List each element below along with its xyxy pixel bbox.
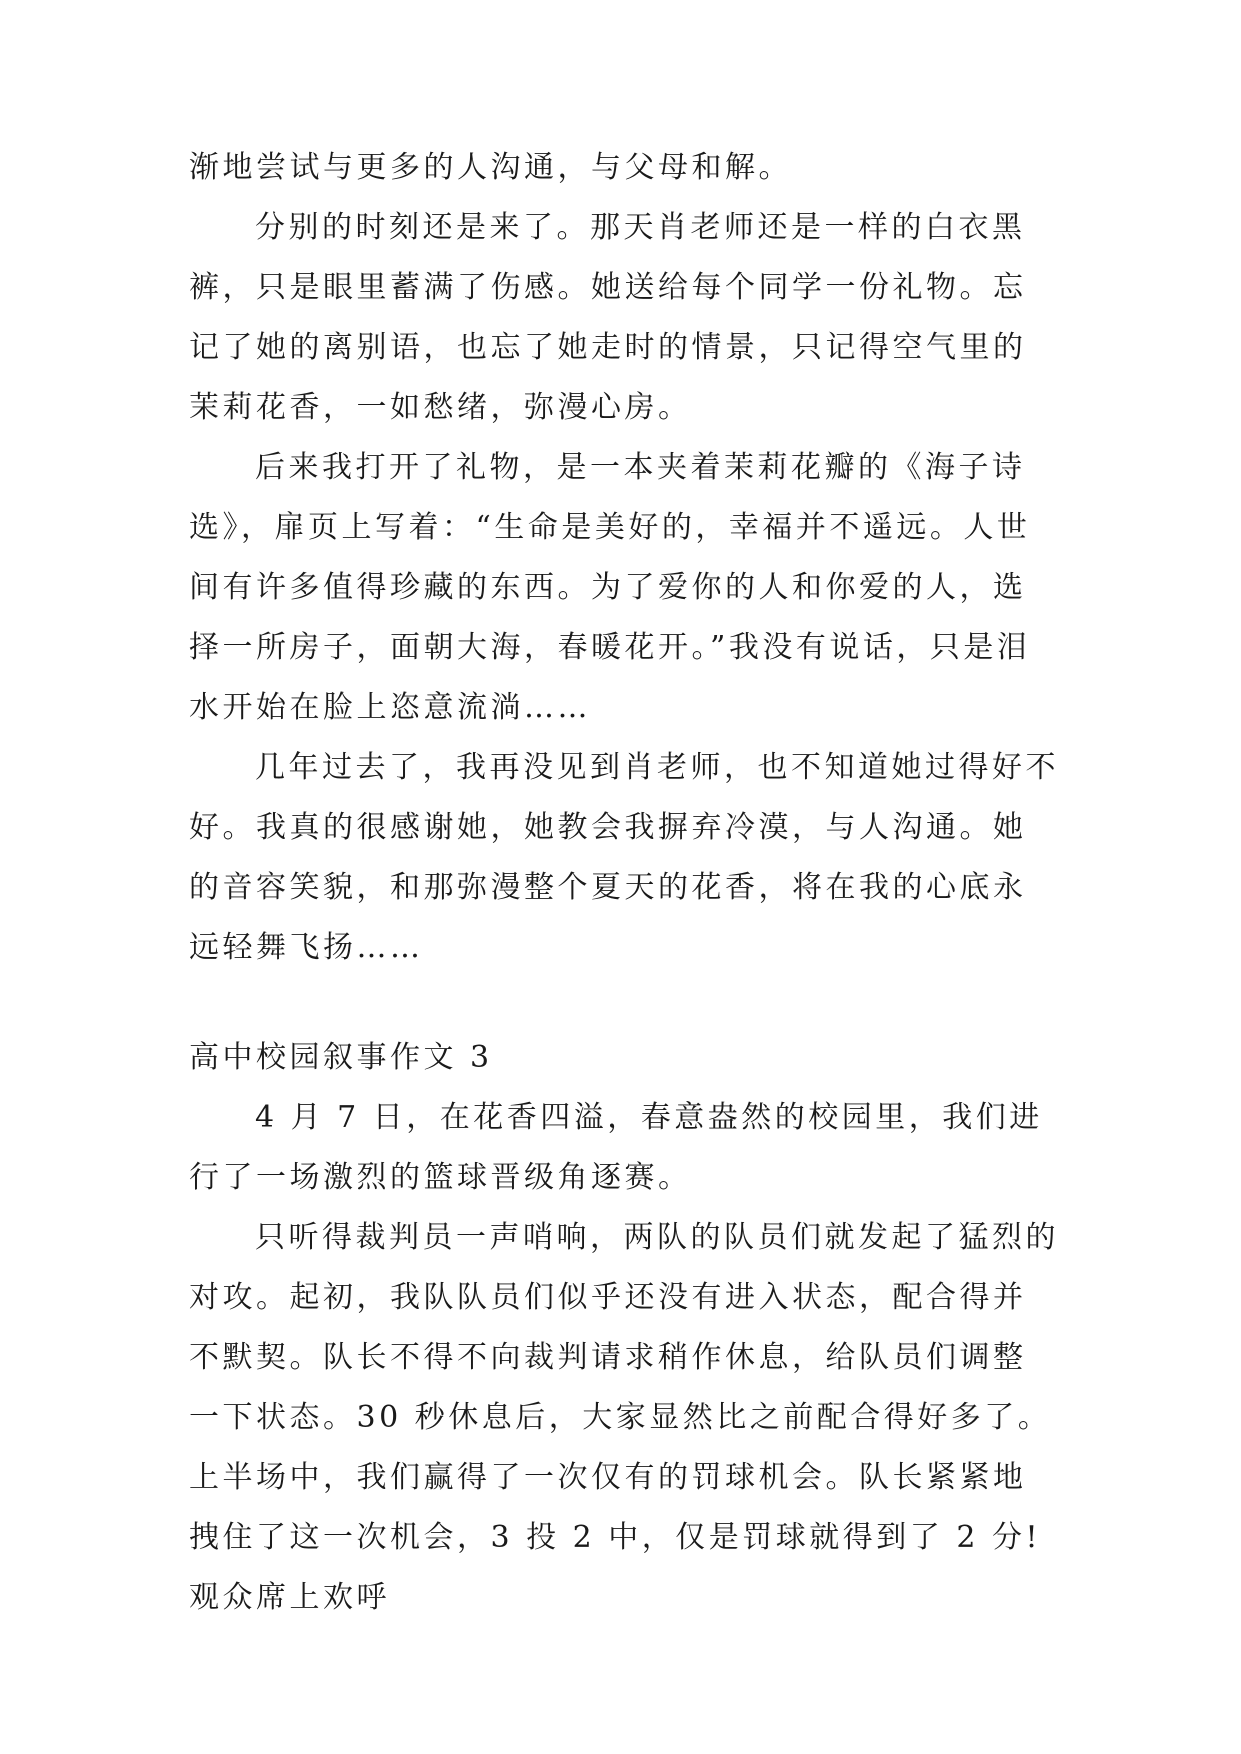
paragraph: 渐地尝试与更多的人沟通，与父母和解。 xyxy=(189,150,792,185)
paragraph: 后来我打开了礼物，是一本夹着茉莉花瓣的《海子诗选》，扉页上写着：“生命是美好的，幸福并不遥远。人世间有许多值得珍藏的东西。为了爱你的人和你爱的人，选择一所房子，面朝大海，春暖花开。”我没有说话，只是泪水开始在脸上恣意流淌…… xyxy=(189,450,1031,725)
paragraph: 几年过去了，我再没见到肖老师，也不知道她过得好不好。我真的很感谢她，她教会我摒弃冷漠，与人沟通。她的音容笑貌，和那弥漫整个夏天的花香，将在我的心底永远轻舞飞扬…… xyxy=(189,750,1059,965)
paragraph: 分别的时刻还是来了。那天肖老师还是一样的白衣黑裤，只是眼里蓄满了伤感。她送给每个同学一份礼物。忘记了她的离别语，也忘了她走时的情景，只记得空气里的茉莉花香，一如愁绪，弥漫心房。 xyxy=(189,210,1027,425)
section-2-body xyxy=(189,1088,1059,1628)
essay-title: 高中校园叙事作文 3 xyxy=(189,1040,493,1075)
paragraph: 只听得裁判员一声哨响，两队的队员们就发起了猛烈的对攻。起初，我队队员们似乎还没有进入状态，配合得并不默契。队长不得不向裁判请求稍作休息，给队员们调整一下状态。30 秒休息后，大家显然比之前配合得好多了。上半场中，我们赢得了一次仅有的罚球机会。队长紧紧地拽住了这一次机会，3 投 2 中，仅是罚球就得到了 2 分!观众席上欢呼 xyxy=(189,1220,1059,1615)
section-1-body xyxy=(189,138,1059,978)
paragraph: 4 月 7 日，在花香四溢，春意盎然的校园里，我们进行了一场激烈的篮球晋级角逐赛。 xyxy=(189,1100,1043,1195)
